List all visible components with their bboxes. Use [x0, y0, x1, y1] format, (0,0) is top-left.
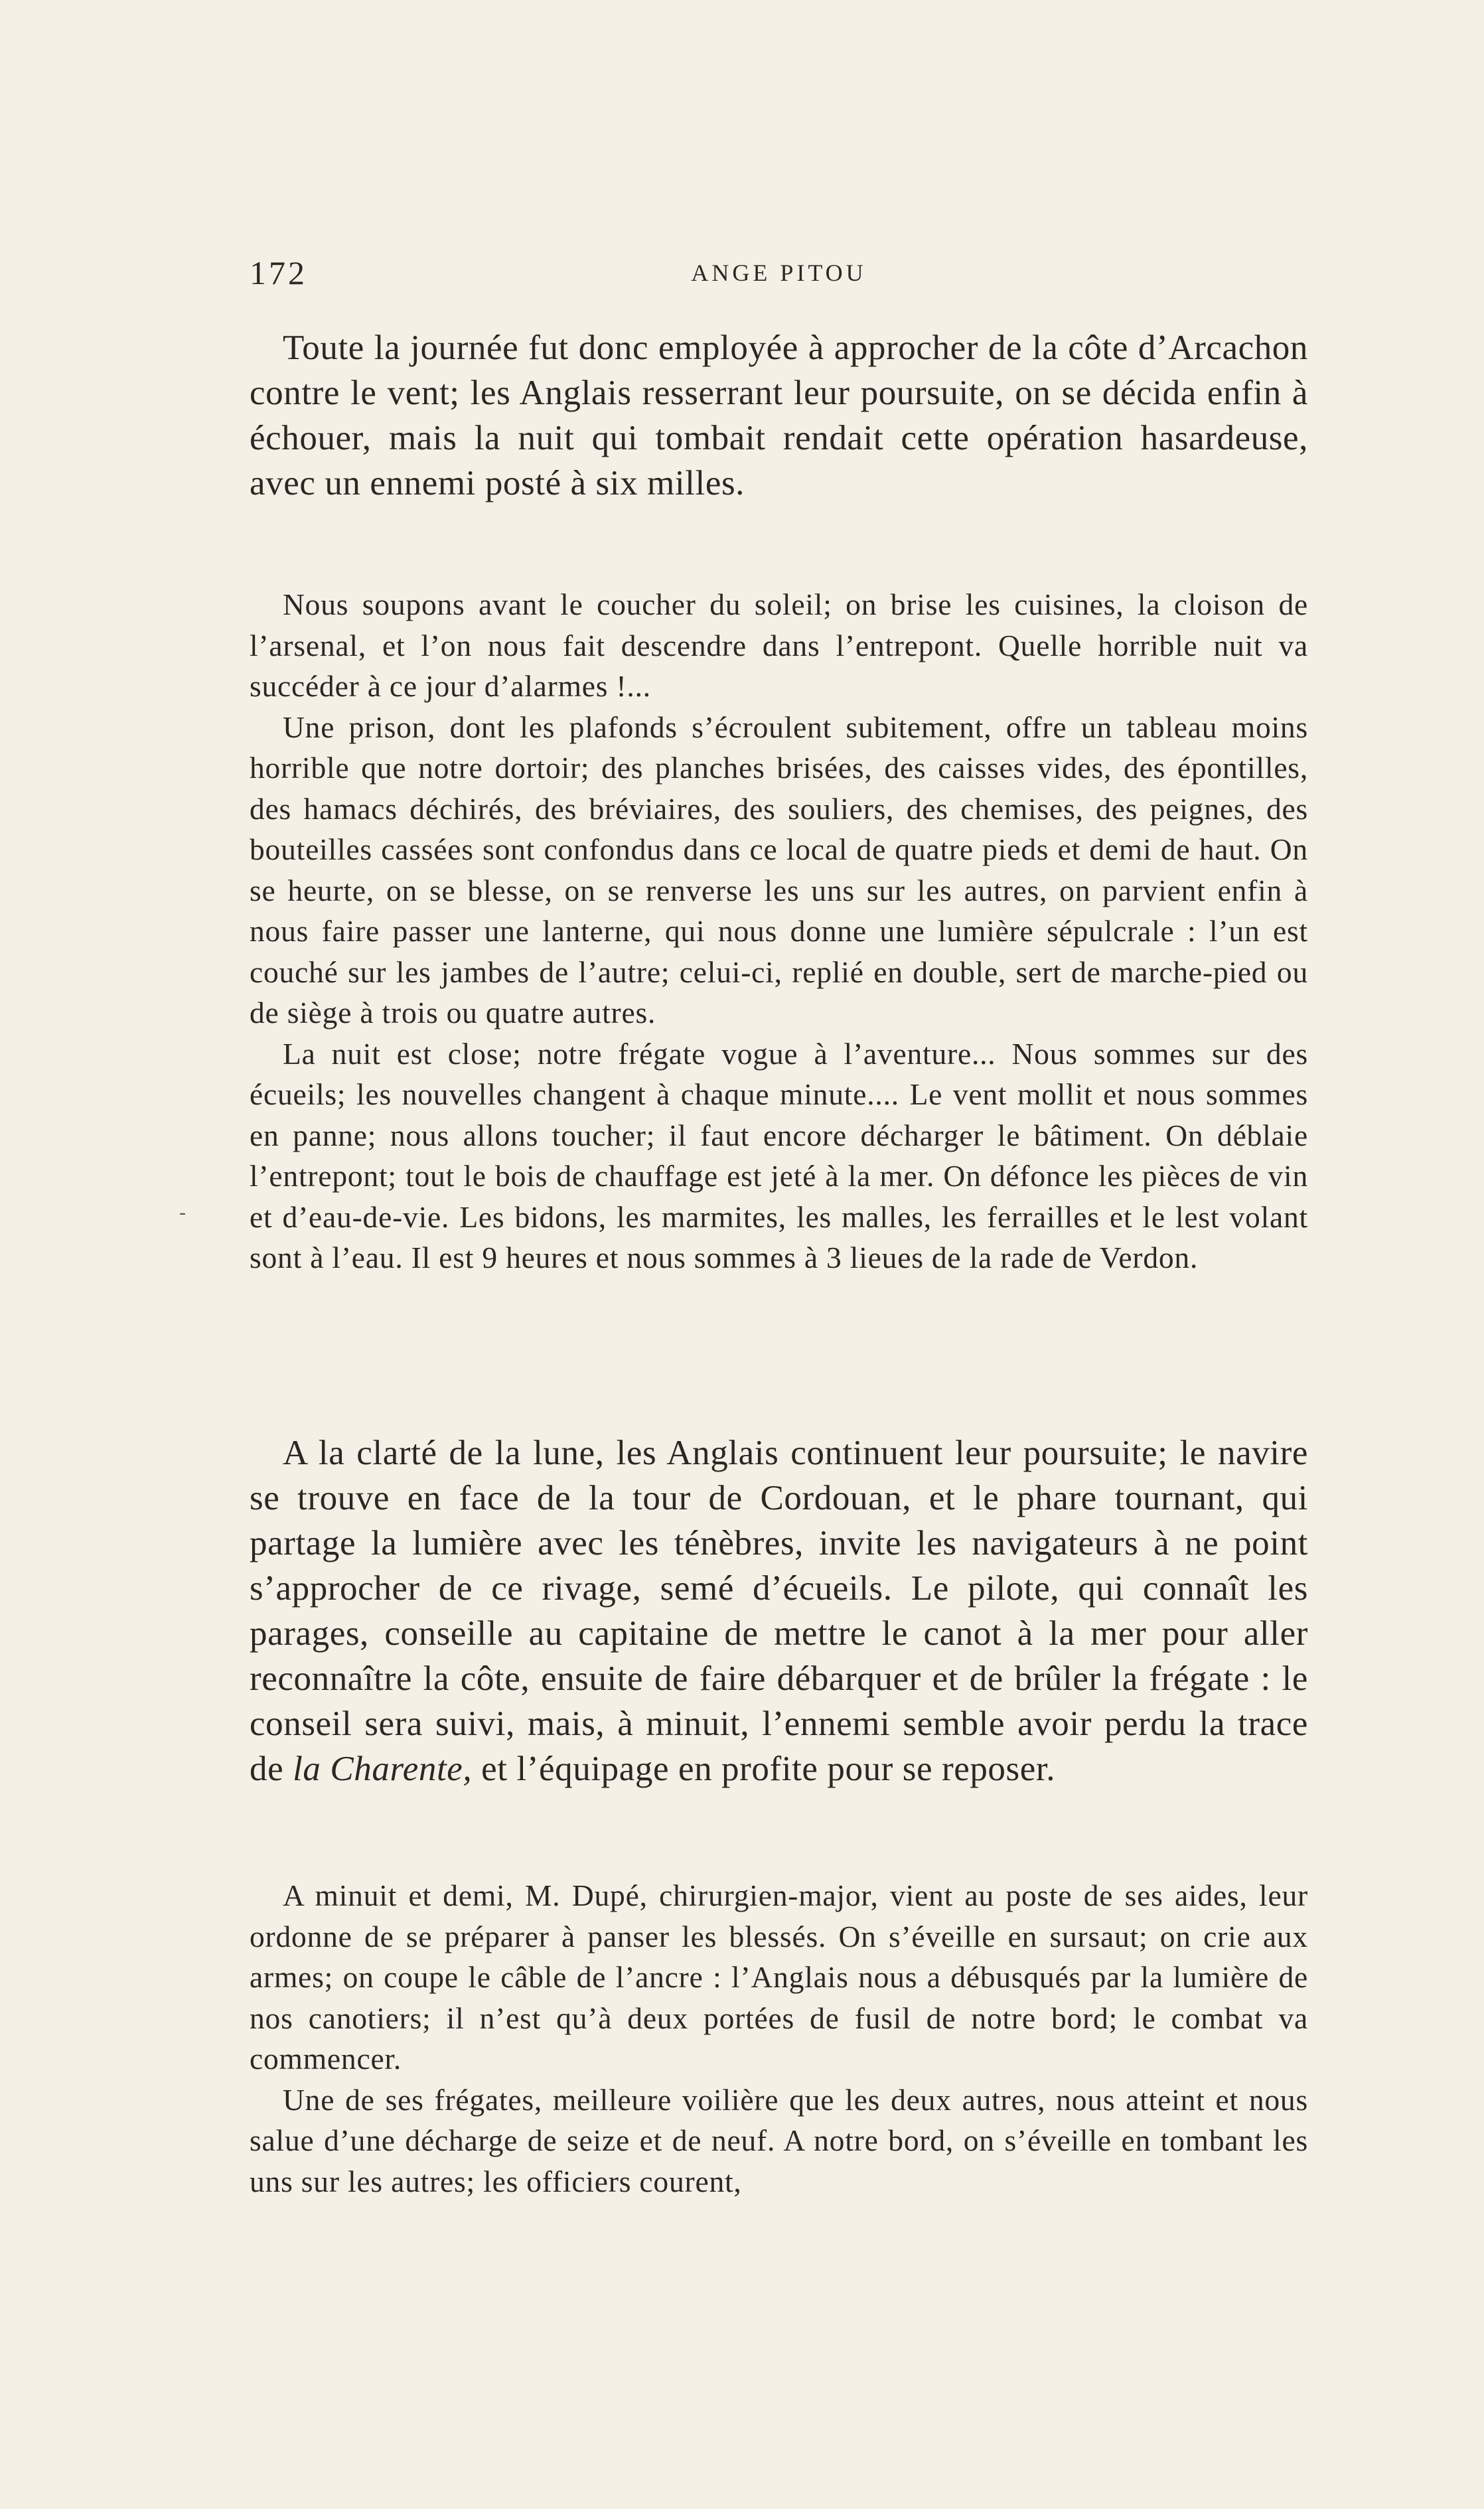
paragraph-text: A la clarté de la lune, les Anglais continuent leur poursuite; le navire se trouve en face de la tour de Cordouan, et le phare tournant, qui partage la lumière avec les ténèbres, invite les navigateurs à ne point s’approcher de ce rivage, semé d’écueils. Le pilote, qui connaît les parages, conseille au capitaine de mettre le canot à la mer pour aller reconnaître la côte, ensuite de faire débarquer et de brûler la frégate : le conseil sera suivi, mais, à minuit, l’ennemi semble avoir perdu la trace de — [250, 1434, 1308, 1788]
page-header — [250, 254, 1308, 293]
paragraph: Toute la journée fut donc employée à approcher de la côte d’Arcachon contre le vent; les Anglais resserrant leur poursuite, on se décida enfin à échouer, mais la nuit qui tombait rendait cette opération hasardeuse, avec un ennemi posté à six milles. — [250, 329, 1308, 502]
paragraph: La nuit est close; notre frégate vogue à l’aventure... Nous sommes sur des écueils; les nouvelles changent à chaque minute.... Le vent mollit et nous sommes en panne; nous allons toucher; il faut encore décharger le bâtiment. On déblaie l’entrepont; tout le bois de chauffage est jeté à la mer. On défonce les pièces de vin et d’eau-de-vie. Les bidons, les marmites, les malles, les ferrailles et le lest volant sont à l’eau. Il est 9 heures et nous sommes à 3 lieues de la rade de Verdon. — [250, 1036, 1308, 1274]
paragraph — [250, 1430, 1308, 1791]
paragraph: Une prison, dont les plafonds s’écroulent subitement, offre un tableau moins horrible que notre dortoir; des planches brisées, des caisses vides, des épontilles, des hamacs déchirés, des bréviaires, des souliers, des chemises, des peignes, des bouteilles cassées sont confondus dans ce local de quatre pieds et demi de haut. On se heurte, on se blesse, on se renverse les uns sur les autres, on parvient enfin à nous faire passer une lanterne, qui nous donne une lumière sépulcrale : l’un est couché sur les jambes de l’autre; celui-ci, replié en double, sert de marche-pied ou de siège à trois ou quatre autres. — [250, 710, 1308, 1029]
section-3 — [250, 1430, 1308, 1791]
paragraph: Nous soupons avant le coucher du soleil; on brise les cuisines, la cloison de l’arsenal, et l’on nous fait descendre dans l’entrepont. Quelle horrible nuit va succéder à ce jour d’alarmes !... — [250, 587, 1308, 703]
paragraph: Une de ses frégates, meilleure voilière que les deux autres, nous atteint et nous salue d’une décharge de seize et de neuf. A notre bord, on s’éveille en tombant les uns sur les autres; les officiers courent, — [250, 2082, 1308, 2198]
margin-mark: - — [179, 1201, 186, 1223]
ship-name-italic: la Charente, — [293, 1750, 473, 1788]
paragraph-text: et l’équipage en profite pour se reposer. — [472, 1750, 1056, 1788]
section-4 — [250, 1875, 1308, 2202]
section-2 — [250, 584, 1308, 1278]
section-1 — [250, 325, 1308, 506]
paragraph: A minuit et demi, M. Dupé, chirurgien-major, vient au poste de ses aides, leur ordonne de se préparer à panser les blessés. On s’éveille en sursaut; on crie aux armes; on coupe le câble de l’ancre : l’Anglais nous a débusqués par la lumière de nos canotiers; il n’est qu’à deux portées de fusil de notre bord; le combat va commencer. — [250, 1878, 1308, 2076]
running-title: ANGE PITOU — [691, 260, 867, 286]
page-number: 172 — [250, 254, 307, 291]
